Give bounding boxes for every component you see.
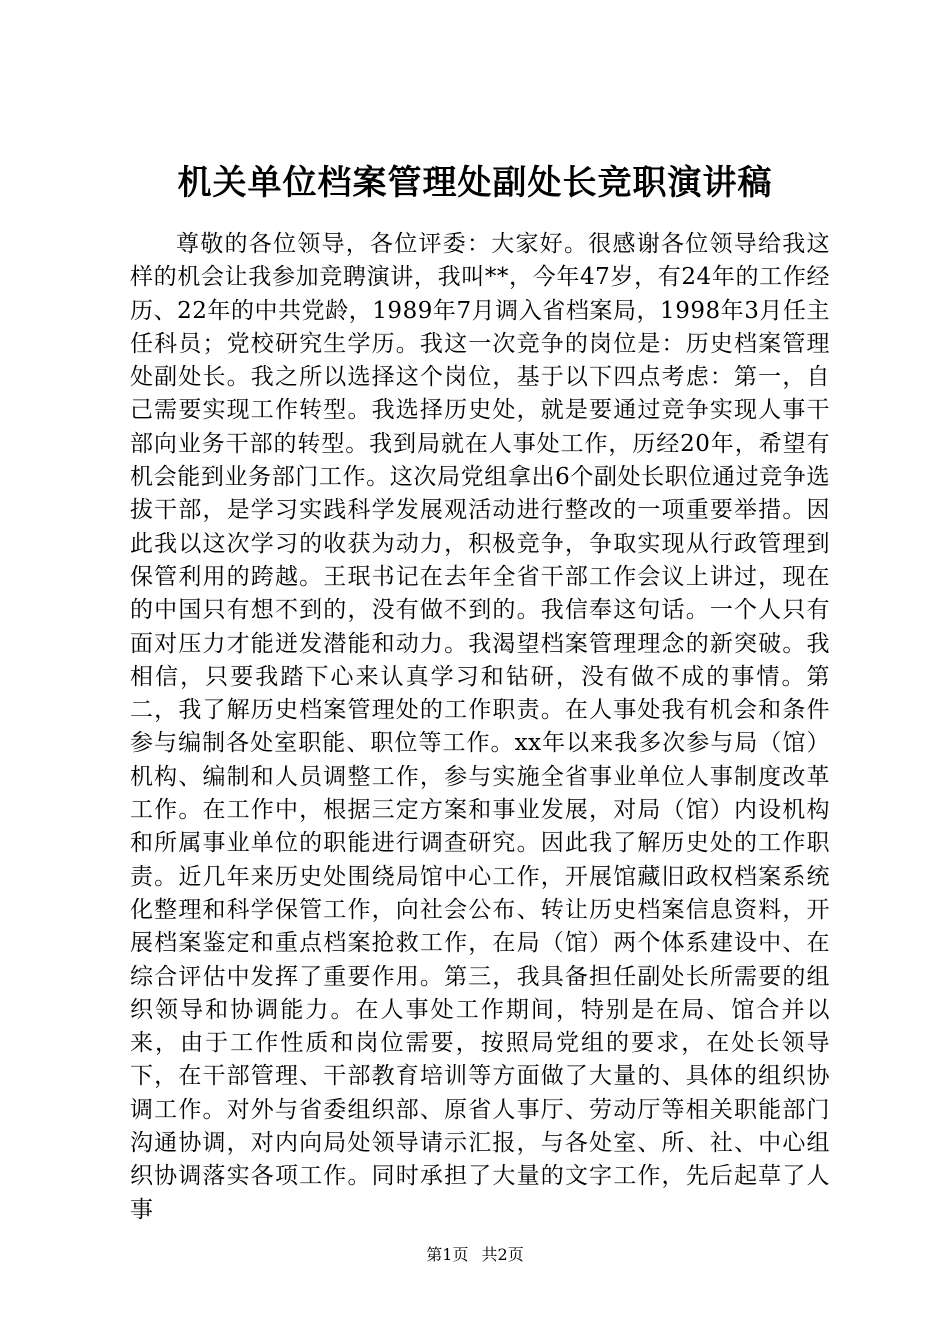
page-footer <box>0 1245 950 1265</box>
page-total: 共2页 <box>481 1245 524 1264</box>
page-number: 第1页 <box>426 1245 469 1264</box>
document-title: 机关单位档案管理处副处长竞职演讲稿 <box>177 163 773 203</box>
document-body: 尊敬的各位领导，各位评委：大家好。很感谢各位领导给我这样的机会让我参加竞聘演讲，我叫**，今年47岁，有24年的工作经历、22年的中共党龄，1989年7月调入省档案局，1998年3月任主任科员；党校研究生学历。我这一次竞争的岗位是：历史档案管理处副处长。我之所以选择这个岗位，基于以下四点考虑：第一，自己需要实现工作转型。我选择历史处，就是要通过竞争实现人事干部向业务干部的转型。我到局就在人事处工作，历经20年，希望有机会能到业务部门工作。这次局党组拿出6个副处长职位通过竞争选拔干部，是学习实践科学发展观活动进行整改的一项重要举措。因此我以这次学习的收获为动力，积极竞争，争取实现从行政管理到保管利用的跨越。王珉书记在去年全省干部工作会议上讲过，现在的中国只有想不到的，没有做不到的。我信奉这句话。一个人只有面对压力才能迸发潜能和动力。我渴望档案管理理念的新突破。我相信，只要我踏下心来认真学习和钻研，没有做不成的事情。第二，我了解历史档案管理处的工作职责。在人事处我有机会和条件参与编制各处室职能、职位等工作。xx年以来我多次参与局（馆）机构、编制和人员调整工作，参与实施全省事业单位人事制度改革工作。在工作中，根据三定方案和事业发展，对局（馆）内设机构和所属事业单位的职能进行调查研究。因此我了解历史处的工作职责。近几年来历史处围绕局馆中心工作，开展馆藏旧政权档案系统化整理和科学保管工作，向社会公布、转让历史档案信息资料，开展档案鉴定和重点档案抢救工作，在局（馆）两个体系建设中、在综合评估中发挥了重要作用。第三，我具备担任副处长所需要的组织领导和协调能力。在人事处工作期间，特别是在局、馆合并以来，由于工作性质和岗位需要，按照局党组的要求，在处长领导下，在干部管理、干部教育培训等方面做了大量的、具体的组织协调工作。对外与省委组织部、原省人事厅、劳动厅等相关职能部门沟通协调，对内向局处领导请示汇报，与各处室、所、社、中心组织协调落实各项工作。同时承担了大量的文字工作，先后起草了人事 <box>130 231 830 1223</box>
